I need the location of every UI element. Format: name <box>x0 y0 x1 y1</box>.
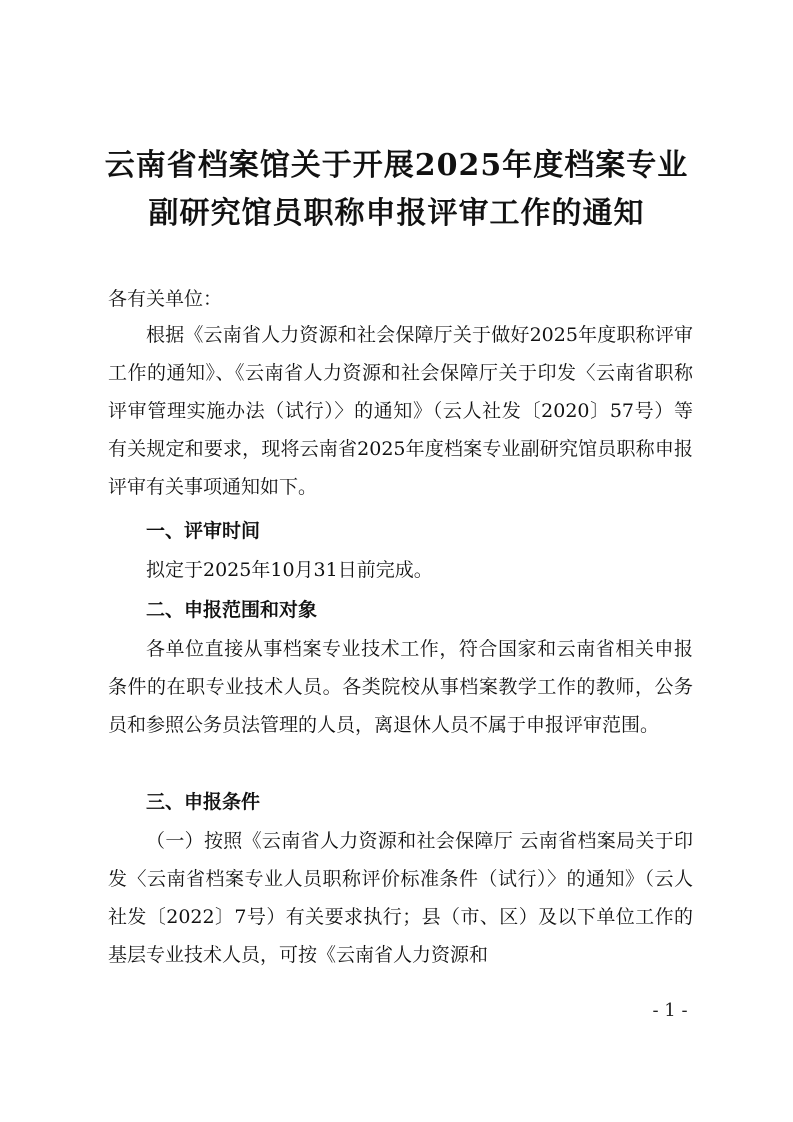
page-number: - 1 - <box>652 1000 688 1021</box>
section-heading-conditions: 三、申报条件 <box>146 791 261 813</box>
document-title-line-2: 副研究馆员职称申报评审工作的通知 <box>148 196 645 231</box>
paragraph-conditions: （一）按照《云南省人力资源和社会保障厅 云南省档案局关于印发〈云南省档案专业人员职称评价标准条件（试行）〉的通知》（云人社发〔2022〕7号）有关要求执行；县（市、区）及以下单位工作的基层专业技术人员，可按《云南省人力资源和 <box>108 830 693 966</box>
document-title-line-1: 云南省档案馆关于开展2025年度档案专业 <box>104 148 689 183</box>
paragraph-basis: 根据《云南省人力资源和社会保障厅关于做好2025年度职称评审工作的通知》、《云南省人力资源和社会保障厅关于印发〈云南省职称评审管理实施办法（试行）〉的通知》（云人社发〔2020〕57号）等有关规定和要求，现将云南省2025年度档案专业副研究馆员职称申报评审有关事项通知如下。 <box>108 324 693 498</box>
section-heading-review-time: 一、评审时间 <box>146 520 261 542</box>
salutation: 各有关单位： <box>108 288 223 310</box>
section-heading-scope: 二、申报范围和对象 <box>146 599 318 621</box>
paragraph-scope: 各单位直接从事档案专业技术工作，符合国家和云南省相关申报条件的在职专业技术人员。各类院校从事档案教学工作的教师，公务员和参照公务员法管理的人员，离退休人员不属于申报评审范围。 <box>108 638 693 736</box>
paragraph-review-time: 拟定于2025年10月31日前完成。 <box>146 559 433 581</box>
